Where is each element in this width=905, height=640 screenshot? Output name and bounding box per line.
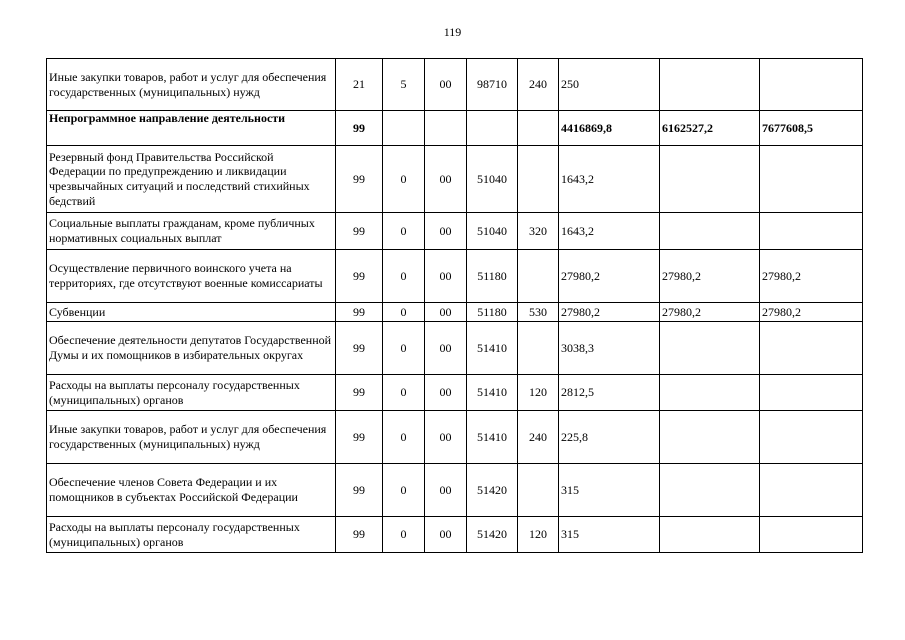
- cell-d: 51180: [467, 250, 518, 303]
- cell-c: 00: [425, 146, 467, 213]
- cell-value-2: [660, 464, 760, 517]
- cell-e: [518, 250, 559, 303]
- row-name: Социальные выплаты гражданам, кроме публичных нормативных социальных выплат: [47, 213, 336, 250]
- cell-value-1: 3038,3: [559, 322, 660, 375]
- cell-d: 51040: [467, 146, 518, 213]
- row-name: Осуществление первичного воинского учета на территориях, где отсутствуют военные комиссариаты: [47, 250, 336, 303]
- cell-c: 00: [425, 464, 467, 517]
- cell-e: [518, 464, 559, 517]
- cell-b: 0: [383, 322, 425, 375]
- budget-table: [46, 58, 863, 553]
- cell-c: 00: [425, 59, 467, 111]
- cell-value-1: 1643,2: [559, 146, 660, 213]
- cell-value-2: [660, 411, 760, 464]
- cell-value-3: [760, 59, 863, 111]
- cell-value-2: [660, 375, 760, 411]
- cell-a: 99: [336, 375, 383, 411]
- cell-a: 99: [336, 111, 383, 146]
- cell-value-3: 7677608,5: [760, 111, 863, 146]
- cell-e: 120: [518, 375, 559, 411]
- cell-value-1: 27980,2: [559, 250, 660, 303]
- cell-b: 0: [383, 213, 425, 250]
- row-name: Расходы на выплаты персоналу государственных (муниципальных) органов: [47, 517, 336, 553]
- cell-b: 0: [383, 250, 425, 303]
- cell-value-2: [660, 59, 760, 111]
- cell-a: 99: [336, 303, 383, 322]
- cell-a: 99: [336, 464, 383, 517]
- table-row-section: [47, 111, 863, 146]
- row-name: Обеспечение членов Совета Федерации и их помощников в субъектах Российской Федерации: [47, 464, 336, 517]
- cell-e: 120: [518, 517, 559, 553]
- table-row: [47, 375, 863, 411]
- table-row: [47, 59, 863, 111]
- cell-value-2: [660, 322, 760, 375]
- cell-value-3: [760, 213, 863, 250]
- cell-b: 0: [383, 411, 425, 464]
- cell-a: 21: [336, 59, 383, 111]
- cell-value-1: 225,8: [559, 411, 660, 464]
- cell-b: [383, 111, 425, 146]
- cell-d: [467, 111, 518, 146]
- cell-value-3: [760, 322, 863, 375]
- cell-value-3: [760, 517, 863, 553]
- cell-a: 99: [336, 146, 383, 213]
- cell-c: 00: [425, 213, 467, 250]
- cell-c: [425, 111, 467, 146]
- table-row: [47, 322, 863, 375]
- cell-value-3: 27980,2: [760, 303, 863, 322]
- cell-e: 240: [518, 411, 559, 464]
- cell-value-1: 1643,2: [559, 213, 660, 250]
- row-name: Иные закупки товаров, работ и услуг для обеспечения государственных (муниципальных) нужд: [47, 59, 336, 111]
- cell-d: 51410: [467, 411, 518, 464]
- cell-a: 99: [336, 322, 383, 375]
- cell-e: 240: [518, 59, 559, 111]
- cell-d: 98710: [467, 59, 518, 111]
- cell-c: 00: [425, 322, 467, 375]
- cell-b: 0: [383, 464, 425, 517]
- cell-c: 00: [425, 250, 467, 303]
- cell-value-1: 4416869,8: [559, 111, 660, 146]
- cell-value-3: [760, 464, 863, 517]
- table-row: [47, 146, 863, 213]
- cell-value-3: [760, 411, 863, 464]
- cell-b: 0: [383, 303, 425, 322]
- cell-a: 99: [336, 213, 383, 250]
- cell-b: 0: [383, 517, 425, 553]
- cell-a: 99: [336, 411, 383, 464]
- cell-value-1: 315: [559, 517, 660, 553]
- cell-b: 0: [383, 375, 425, 411]
- cell-value-1: 315: [559, 464, 660, 517]
- cell-value-2: [660, 517, 760, 553]
- cell-b: 5: [383, 59, 425, 111]
- cell-a: 99: [336, 517, 383, 553]
- row-name: Обеспечение деятельности депутатов Государственной Думы и их помощников в избирательных округах: [47, 322, 336, 375]
- cell-c: 00: [425, 303, 467, 322]
- cell-e: [518, 146, 559, 213]
- cell-value-3: [760, 375, 863, 411]
- cell-value-3: [760, 146, 863, 213]
- row-name: Субвенции: [47, 303, 336, 322]
- row-name: Иные закупки товаров, работ и услуг для обеспечения государственных (муниципальных) нужд: [47, 411, 336, 464]
- cell-e: 320: [518, 213, 559, 250]
- cell-c: 00: [425, 375, 467, 411]
- cell-c: 00: [425, 517, 467, 553]
- cell-value-1: 2812,5: [559, 375, 660, 411]
- cell-value-3: 27980,2: [760, 250, 863, 303]
- table-row: [47, 464, 863, 517]
- cell-value-1: 27980,2: [559, 303, 660, 322]
- cell-d: 51420: [467, 464, 518, 517]
- cell-value-2: [660, 146, 760, 213]
- cell-e: [518, 111, 559, 146]
- cell-d: 51420: [467, 517, 518, 553]
- cell-d: 51180: [467, 303, 518, 322]
- cell-value-1: 250: [559, 59, 660, 111]
- table-row: [47, 517, 863, 553]
- cell-c: 00: [425, 411, 467, 464]
- table-row: [47, 411, 863, 464]
- row-name: Расходы на выплаты персоналу государственных (муниципальных) органов: [47, 375, 336, 411]
- cell-a: 99: [336, 250, 383, 303]
- row-name: Непрограммное направление деятельности: [47, 111, 336, 146]
- cell-d: 51410: [467, 322, 518, 375]
- page-number: 119: [443, 25, 462, 39]
- row-name: Резервный фонд Правительства Российской Федерации по предупреждению и ликвидации чрезвычайных ситуаций и последствий стихийных бедствий: [47, 146, 336, 213]
- cell-e: 530: [518, 303, 559, 322]
- table-row: [47, 213, 863, 250]
- table-row: [47, 303, 863, 322]
- table-row: [47, 250, 863, 303]
- cell-value-2: 27980,2: [660, 303, 760, 322]
- cell-value-2: 27980,2: [660, 250, 760, 303]
- cell-d: 51410: [467, 375, 518, 411]
- cell-b: 0: [383, 146, 425, 213]
- cell-e: [518, 322, 559, 375]
- cell-value-2: [660, 213, 760, 250]
- cell-value-2: 6162527,2: [660, 111, 760, 146]
- cell-d: 51040: [467, 213, 518, 250]
